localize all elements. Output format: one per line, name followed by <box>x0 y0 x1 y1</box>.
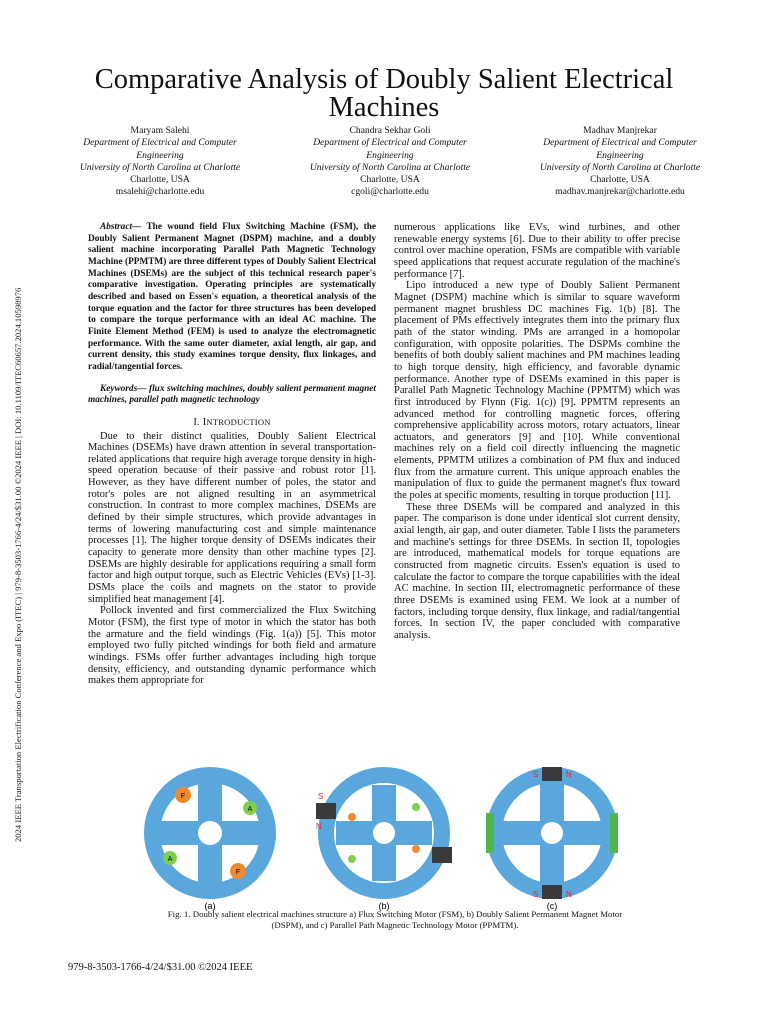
doi-side-note: 2024 IEEE Transportation Electrification Conference and Expo (ITEC) | 979-8-3503-1766-4/24/$31.00 ©2024 IEEE | DOI: 10.1109/ITEC60657.2024.10598976 <box>13 287 23 842</box>
section-title-initial: I <box>202 416 207 428</box>
keywords-label: Keywords— <box>100 383 147 394</box>
author-1 <box>60 125 260 199</box>
dspm-diagram <box>316 767 452 911</box>
author-department: Department of Electrical and Computer Engineering <box>543 137 697 161</box>
paragraph: numerous applications like EVs, wind turbines, and other renewable energy systems [6]. Due to their ability to offer precise control over machine operation, FSMs are compatible with variable speed applications that request accurate regulation of the machine's performance [7]. <box>394 222 680 280</box>
pole-label-n: N <box>316 822 322 831</box>
phase-coil <box>412 845 420 853</box>
keywords <box>88 384 376 407</box>
author-name: Chandra Sekhar Goli <box>349 125 431 136</box>
paragraph: Due to their distinct qualities, Doubly Salient Electrical Machines (DSEMs) have drawn attention in several transportation-related applications that require high average torque density in high-speed operation because of their passive and robust rotor [1]. However, as they have different number of poles, the stator and rotor's poles are not aligned resulting in an asymmetrical construction. In contrast to more complex machines, DSEMs are defined by their simple structures, which provide advantages in terms of lowering manufacturing cost and simple maintenance processes [1]. The higher torque density of DSEMs indicates their capacity to generate more density than other machine types [2]. DSEMs are highly desirable for applications requiring a small form factor and high output torque, such as Electric Vehicles (EVs) [1-3]. DSMs place the coils and magnets on the stator to provide simplified heat management [4]. <box>88 430 376 605</box>
pole-label-s: S <box>533 770 539 779</box>
author-2 <box>290 125 490 199</box>
author-location: Charlotte, USA <box>590 174 650 186</box>
author-university: University of North Carolina at Charlotte <box>79 161 241 173</box>
figure-caption: Fig. 1. Doubly salient electrical machines structure a) Flux Switching Motor (FSM), b) Doubly Salient Permanent Magnet Motor (DSPM), and c) Parallel Path Magnetic Technology Motor (PPMTM). <box>167 909 623 930</box>
paragraph: These three DSEMs will be compared and analyzed in this paper. The comparison is done under identical slot current density, axial length, air gap, and outer diameter. Table I lists the parameters and machine's settings for three DSEMs. In section II, topologies are introduced, mathematical models for torque equations are constructed from magnetic circuits. Essen's equation is used to calculate the factor to compare the torque capabilities with the ideal AC machine. In section III, electromagnetic performance of these three DSEMs is examined using FEM. We look at a number of factors, including torque density, flux linkage, and radial/tangential forces. In section IV, the paper concluded with comparative analysis. <box>394 501 680 641</box>
section-number: I. <box>193 416 200 428</box>
ppmtm-diagram <box>486 767 618 911</box>
author-department: Department of Electrical and Computer Engineering <box>313 137 467 161</box>
abstract <box>88 222 376 374</box>
pole-label-n: N <box>566 890 572 899</box>
fsm-shaft <box>198 821 222 845</box>
figure-label-c: (c) <box>546 901 558 911</box>
author-department: Department of Electrical and Computer Engineering <box>83 137 237 161</box>
armature-coil-label: A <box>247 806 253 813</box>
dspm-magnet <box>316 803 336 819</box>
phase-coil <box>348 813 356 821</box>
pole-label-n: N <box>566 770 572 779</box>
author-email[interactable]: madhav.manjrekar@charlotte.edu <box>555 186 685 198</box>
author-3 <box>520 125 720 199</box>
left-column <box>88 222 376 687</box>
author-location: Charlotte, USA <box>360 174 420 186</box>
author-university: University of North Carolina at Charlotte <box>539 161 701 173</box>
figure-1 <box>130 763 640 911</box>
author-email[interactable]: cgoli@charlotte.edu <box>351 186 429 198</box>
ppmtm-magnet <box>542 885 562 899</box>
figure-label-b: (b) <box>378 901 390 911</box>
author-name: Madhav Manjrekar <box>583 125 657 136</box>
author-block <box>60 125 720 199</box>
abstract-text: The wound field Flux Switching Machine (FSM), the Doubly Salient Permanent Magnet (DSPM) machine, and a doubly salient machine incorporating Parallel Path Magnetic Technology Machine (PPMTM) are three different types of Doubly Salient Electrical Machines (DSEMs) are the subject of this technical research paper's comparative investigation. Operating principles are systematically described and based on Essen's equation, a theoretical analysis of the torque equation and the factor for three structures has been developed to compare the torque performance with an ideal AC machine. The Finite Element Method (FEM) is used to analyze the electromagnetic performance. With the same outer diameter, axial length, air gap, and current density, this study examines torque density, flux linkages, and radial/tangential forces. <box>88 222 376 372</box>
pole-label-s: S <box>318 792 324 801</box>
field-coil-label: F <box>180 793 186 800</box>
section-title-rest: NTRODUCTION <box>206 416 271 427</box>
paragraph: Pollock invented and first commercialized the Flux Switching Motor (FSM), the first type of motor in which the stator has both the armature and the field windings (Fig. 1(a)) [5]. This motor employed two fully pitched windings for both field and armature windings. FSMs offer further advantages including high torque density, efficiency, and outstanding dynamic performance which makes them appropriate for <box>88 605 376 687</box>
pole-label-s: S <box>533 890 539 899</box>
copyright-footer: 979-8-3503-1766-4/24/$31.00 ©2024 IEEE <box>68 962 253 973</box>
section-heading-introduction <box>88 417 376 429</box>
fsm-diagram <box>144 767 276 911</box>
author-name: Maryam Salehi <box>130 125 190 136</box>
dspm-magnet <box>432 847 452 863</box>
author-university: University of North Carolina at Charlotte <box>309 161 471 173</box>
dspm-shaft <box>373 822 395 844</box>
ppmtm-magnet <box>542 767 562 781</box>
phase-coil <box>348 855 356 863</box>
author-location: Charlotte, USA <box>130 174 190 186</box>
field-coil-label: F <box>235 869 241 876</box>
ppmtm-coil <box>610 813 618 853</box>
ppmtm-coil <box>486 813 494 853</box>
right-column <box>394 222 680 642</box>
armature-coil-label: A <box>167 856 173 863</box>
ppmtm-shaft <box>541 822 563 844</box>
keywords-text: flux switching machines, doubly salient permanent magnet machines, parallel path magnetic technology <box>88 383 376 406</box>
author-email[interactable]: msalehi@charlotte.edu <box>115 186 205 198</box>
paper-title: Comparative Analysis of Doubly Salient Electrical Machines <box>94 64 674 123</box>
phase-coil <box>412 803 420 811</box>
paragraph: Lipo introduced a new type of Doubly Salient Permanent Magnet (DSPM) machine which is similar to square waveform permanent magnet brushless DC machines Fig. 1(b) [8]. The placement of PMs effectively integrates them into the primary flux path of the stator winding. PMs are arranged in a homopolar configuration, with opposite polarities. The DSPMs combine the benefits of both doubly salient machines and PM machines leading to high torque density, high efficiency, and favorable dynamic performance. Another type of DSEMs examined in this paper is Parallel Path Magnetic Technology Machine (PPMTM) which was first introduced by Flynn (Fig. 1(c)) [9]. PPMTM represents an advanced method for controlling magnetic forces, offering comprehensive applicability across motors, rotary actuators, linear actuators, and generators [9] and [10]. While conventional machines rely on a field coil directly influencing the magnetic elements, PPMTM utilizes a combination of PM flux and induced flux from the armature current. This unique approach enables the manipulation of flux to guide the permanent magnet's flux toward the poles at specific moments, resulting in torque production [11]. <box>394 280 680 502</box>
abstract-label: Abstract— <box>100 222 142 232</box>
machine-diagrams <box>130 763 640 911</box>
figure-label-a: (a) <box>204 901 216 911</box>
